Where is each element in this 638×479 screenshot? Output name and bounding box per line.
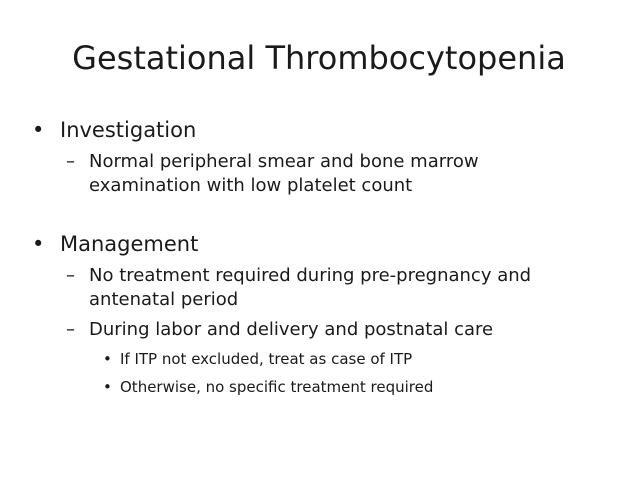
- dash-icon: –: [66, 151, 75, 172]
- sub-sub-bullet-itp: [32, 348, 622, 370]
- sub-bullet-normal-smear: [32, 150, 622, 174]
- sub-bullet-text-line1: During labor and delivery and postnatal care: [89, 319, 494, 340]
- sub-sub-bullet-text: If ITP not excluded, treat as case of ITP: [120, 350, 413, 368]
- bullet-heading-text: Investigation: [60, 118, 197, 142]
- bullet-management: [32, 230, 622, 258]
- sub-bullet-text-line2: antenatal period: [89, 289, 239, 310]
- bullet-dot-icon: •: [103, 378, 112, 396]
- dash-icon: –: [66, 265, 75, 286]
- sub-bullet-labor-delivery: [32, 318, 622, 342]
- sub-bullet-no-treatment: [32, 264, 622, 288]
- sub-bullet-no-treatment-cont: [32, 288, 622, 312]
- sub-bullet-text-line2: examination with low platelet count: [89, 175, 413, 196]
- slide-title: Gestational Thrombocytopenia: [72, 39, 566, 77]
- sub-bullet-normal-smear-cont: [32, 174, 622, 198]
- sub-sub-bullet-text: Otherwise, no specific treatment required: [120, 378, 434, 396]
- slide-content: [32, 116, 622, 398]
- sub-sub-bullet-otherwise: [32, 376, 622, 398]
- bullet-heading-text: Management: [60, 232, 199, 256]
- bullet-dot-icon: •: [32, 118, 45, 142]
- bullet-dot-icon: •: [32, 232, 45, 256]
- bullet-investigation: [32, 116, 622, 144]
- sub-bullet-text-line1: No treatment required during pre-pregnancy and: [89, 265, 532, 286]
- sub-bullet-text-line1: Normal peripheral smear and bone marrow: [89, 151, 479, 172]
- bullet-dot-icon: •: [103, 350, 112, 368]
- dash-icon: –: [66, 319, 75, 340]
